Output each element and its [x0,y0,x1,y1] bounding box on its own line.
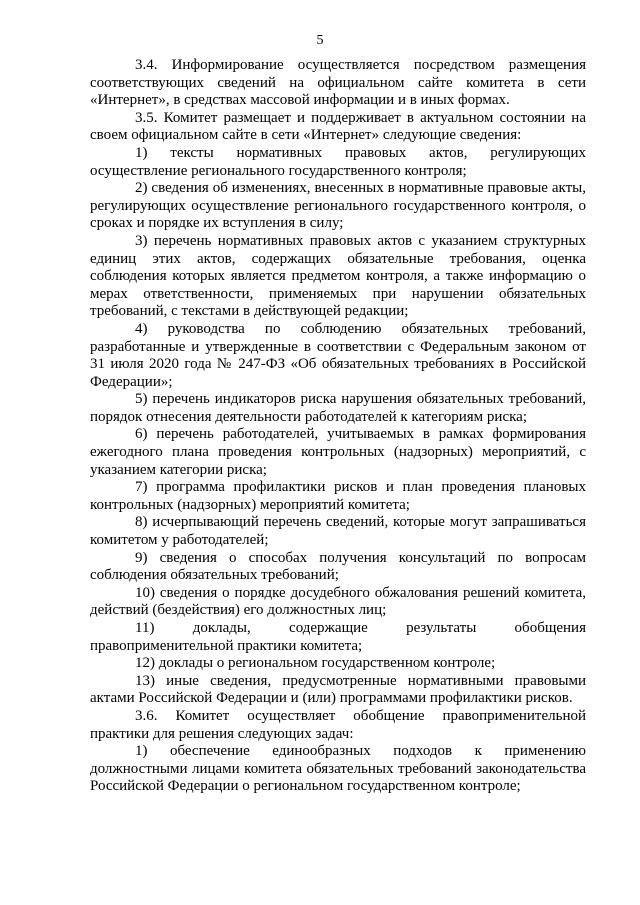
page-number: 5 [316,33,324,48]
list-item-2: 2) сведения об изменениях, внесенных в нормативные правовые акты, регулирующих осуществление регионального государственного контроля, о сроках и порядке их вступления в силу; [90,180,586,232]
list-item-11: 11) доклады, содержащие результаты обобщения правоприменительной практики комитета; [90,620,586,654]
list-item-10: 10) сведения о порядке досудебного обжалования решений комитета, действий (бездействия) его должностных лиц; [90,584,586,619]
list-item-3: 3) перечень нормативных правовых актов с указанием структурных единиц этих актов, содержащих обязательные требования, оценка соблюдения которых является предметом контроля, а также информацию о мерах ответственности, применяемых при нарушении обязательных требований, с текстами в действующей редакции; [90,232,586,320]
paragraph-3-4: 3.4. Информирование осуществляется посредством размещения соответствующих сведений на официальном сайте комитета в сети «Интернет», в средствах массовой информации и в иных формах. [90,57,586,109]
list-item-4: 4) руководства по соблюдению обязательных требований, разработанные и утвержденные в соответствии с Федеральным законом от 31 июля 2020 года № 247-ФЗ «Об обязательных требованиях в Российской Федерации»; [90,320,586,390]
paragraph-3-6: 3.6. Комитет осуществляет обобщение правоприменительной практики для решения следующих задач: [90,707,586,742]
paragraph-3-5: 3.5. Комитет размещает и поддерживает в актуальном состоянии на своем официальном сайте в сети «Интернет» следующие сведения: [90,109,586,144]
list-item-9: 9) сведения о способах получения консультаций по вопросам соблюдения обязательных требований; [90,549,586,584]
list-item-8: 8) исчерпывающий перечень сведений, которые могут запрашиваться комитетом у работодателей; [90,514,586,549]
list-item-6: 6) перечень работодателей, учитываемых в рамках формирования ежегодного плана проведения контрольных (надзорных) мероприятий, с указанием категории риска; [90,426,586,478]
list-item-1: 1) тексты нормативных правовых актов, регулирующих осуществление регионального государственного контроля; [90,144,586,179]
document-body [90,57,586,796]
list-item-7: 7) программа профилактики рисков и план проведения плановых контрольных (надзорных) мероприятий комитета; [90,479,586,513]
list-item-5: 5) перечень индикаторов риска нарушения обязательных требований, порядок отнесения деятельности работодателей к категориям риска; [90,391,586,425]
list-item-13: 13) иные сведения, предусмотренные нормативными правовыми актами Российской Федерации и (или) программами профилактики рисков. [90,672,586,707]
list-item-12: 12) доклады о региональном государственном контроле; [135,655,496,672]
task-item-1: 1) обеспечение единообразных подходов к применению должностными лицами комитета обязательных требований законодательства Российской Федерации о региональном государственном контроле; [90,743,586,795]
